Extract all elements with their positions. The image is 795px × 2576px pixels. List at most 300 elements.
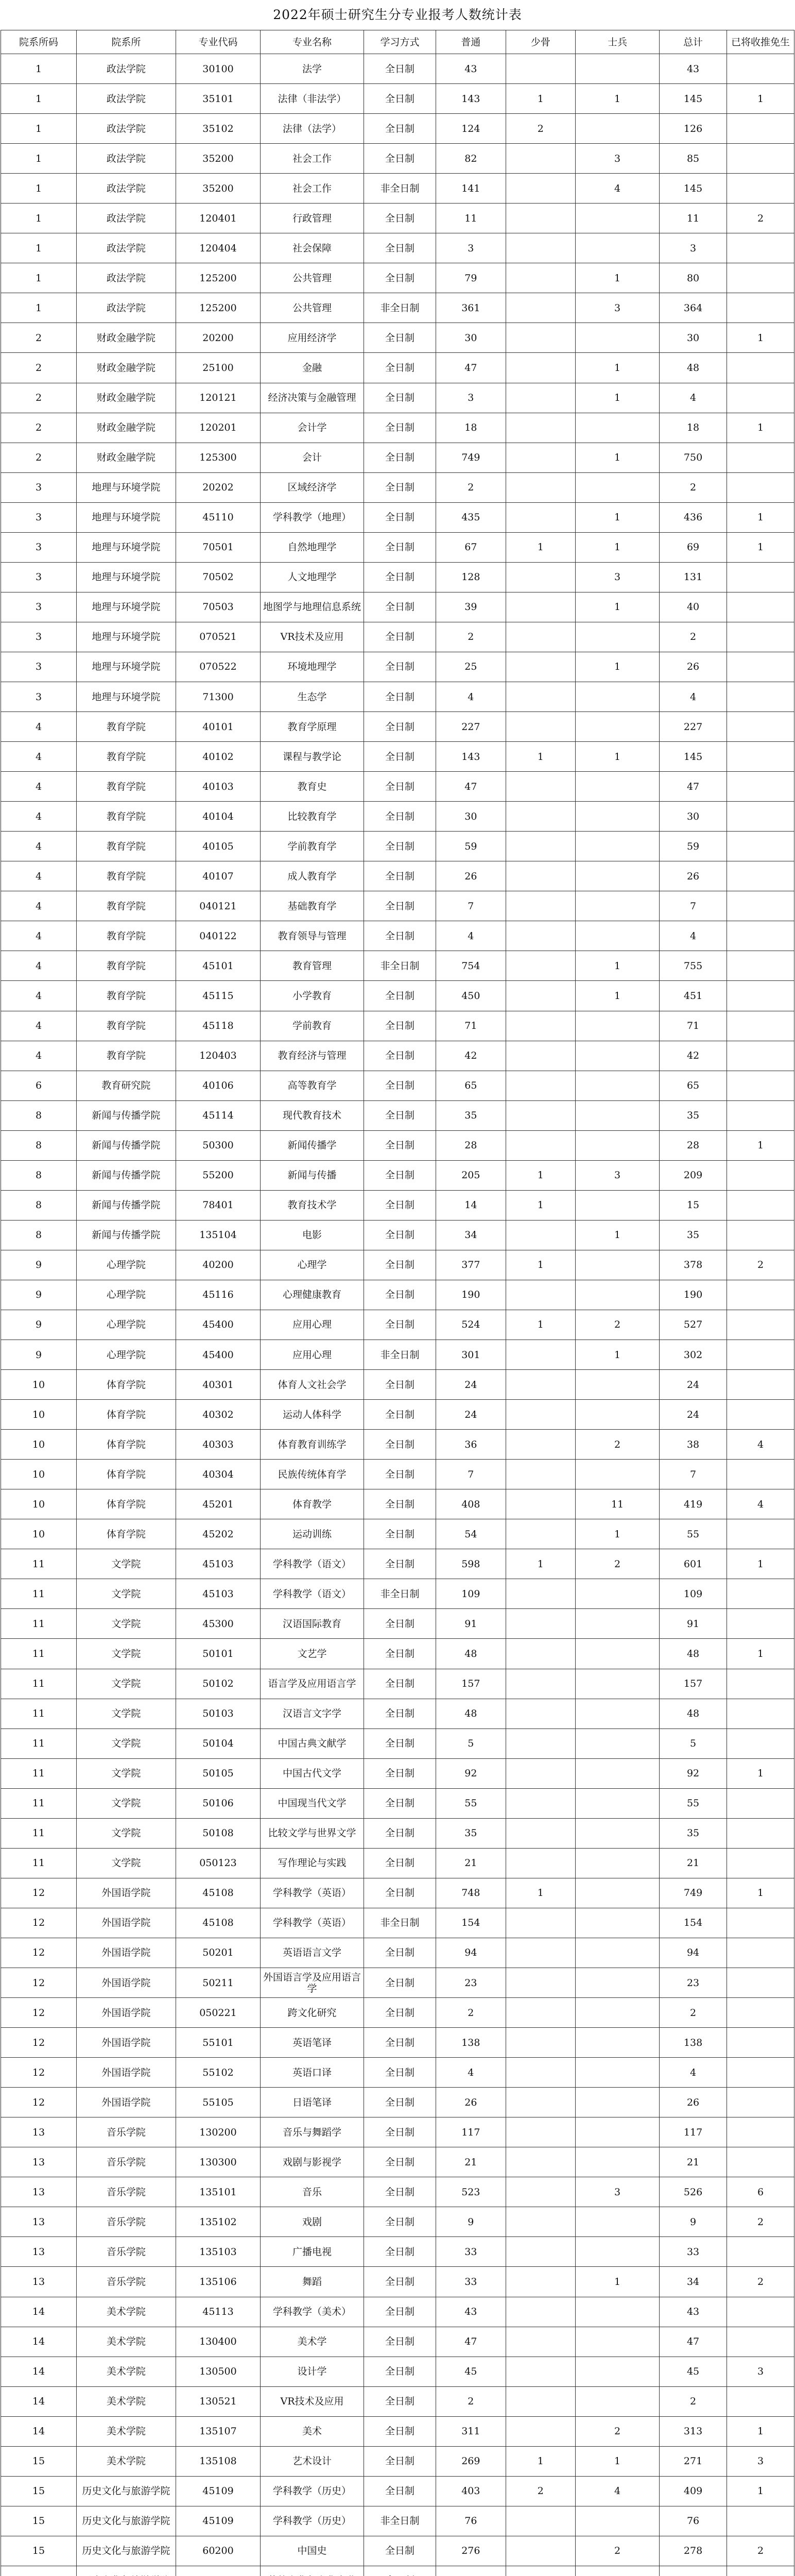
cell-dept-name: 文学院 — [76, 1699, 176, 1728]
cell-regular-count: 2 — [436, 1998, 506, 2028]
cell-exempt-count — [727, 2117, 794, 2147]
cell-dept-name: 教育学院 — [76, 951, 176, 981]
cell-major-name: 戏剧与影视学 — [261, 2147, 364, 2177]
cell-exempt-count — [727, 1519, 794, 1549]
cell-study-mode: 全日制 — [364, 2267, 436, 2297]
table-row — [1, 951, 794, 981]
cell-total-count: 91 — [660, 1609, 727, 1639]
cell-dept-code: 2 — [1, 383, 77, 413]
cell-minority-count — [506, 1818, 575, 1848]
cell-dept-name: 历史文化与旅游学院 — [76, 2506, 176, 2536]
cell-total-count: 94 — [660, 1938, 727, 1968]
cell-dept-code: 15 — [1, 2536, 77, 2566]
cell-study-mode: 全日制 — [364, 233, 436, 263]
cell-regular-count: 2 — [436, 472, 506, 502]
cell-study-mode: 全日制 — [364, 1998, 436, 2028]
cell-total-count: 85 — [660, 144, 727, 174]
cell-exempt-count: 1 — [727, 502, 794, 532]
table-row — [1, 84, 794, 114]
cell-regular-count: 138 — [436, 2028, 506, 2058]
cell-total-count: 11 — [660, 204, 727, 233]
cell-exempt-count — [727, 891, 794, 921]
cell-total-count: 145 — [660, 742, 727, 772]
cell-dept-name: 教育学院 — [76, 712, 176, 742]
cell-regular-count: 42 — [436, 1041, 506, 1071]
cell-study-mode: 全日制 — [364, 1430, 436, 1460]
cell-regular-count: 94 — [436, 1938, 506, 1968]
cell-dept-name: 新闻与传播学院 — [76, 1130, 176, 1160]
cell-soldier-count: 1 — [576, 2446, 660, 2476]
cell-regular-count: 5 — [436, 1728, 506, 1758]
cell-minority-count — [506, 1071, 575, 1100]
cell-total-count: 26 — [660, 652, 727, 682]
cell-dept-name: 体育学院 — [76, 1430, 176, 1460]
cell-minority-count: 1 — [506, 1310, 575, 1340]
cell-dept-name: 外国语学院 — [76, 1908, 176, 1938]
table-row — [1, 1669, 794, 1699]
cell-major-code: 45400 — [176, 1310, 260, 1340]
table-row — [1, 1250, 794, 1280]
cell-exempt-count — [727, 1071, 794, 1100]
cell-regular-count: 154 — [436, 1908, 506, 1938]
cell-total-count: 4 — [660, 2058, 727, 2088]
cell-regular-count: 128 — [436, 562, 506, 592]
cell-study-mode: 全日制 — [364, 652, 436, 682]
cell-major-name: 会计 — [261, 443, 364, 472]
cell-major-code: 55101 — [176, 2028, 260, 2058]
cell-study-mode: 全日制 — [364, 1310, 436, 1340]
cell-major-code: 120403 — [176, 1041, 260, 1071]
cell-dept-code: 11 — [1, 1579, 77, 1609]
cell-dept-code: 11 — [1, 1699, 77, 1728]
cell-major-code: 20200 — [176, 323, 260, 353]
cell-total-count: 227 — [660, 712, 727, 742]
cell-exempt-count — [727, 802, 794, 832]
cell-total-count: 38 — [660, 1430, 727, 1460]
table-row — [1, 1579, 794, 1609]
cell-dept-code: 11 — [1, 1758, 77, 1788]
cell-regular-count: 435 — [436, 502, 506, 532]
cell-exempt-count — [727, 1220, 794, 1250]
cell-major-name: 中国现当代文学 — [261, 1788, 364, 1818]
cell-study-mode: 全日制 — [364, 2357, 436, 2386]
cell-soldier-count — [576, 861, 660, 891]
cell-major-code: 45109 — [176, 2476, 260, 2506]
table-row — [1, 1519, 794, 1549]
table-row — [1, 1788, 794, 1818]
cell-dept-name: 政法学院 — [76, 174, 176, 204]
cell-total-count: 21 — [660, 2147, 727, 2177]
cell-minority-count — [506, 1788, 575, 1818]
cell-regular-count: 23 — [436, 1968, 506, 1998]
cell-dept-name: 财政金融学院 — [76, 323, 176, 353]
cell-major-name: 心理学 — [261, 1250, 364, 1280]
table-row — [1, 1340, 794, 1370]
cell-study-mode: 非全日制 — [364, 1340, 436, 1370]
cell-minority-count — [506, 233, 575, 263]
table-row — [1, 2386, 794, 2416]
cell-exempt-count — [727, 443, 794, 472]
cell-total-count: 69 — [660, 532, 727, 562]
cell-soldier-count — [576, 2147, 660, 2177]
cell-dept-name: 体育学院 — [76, 1489, 176, 1519]
cell-study-mode: 全日制 — [364, 682, 436, 711]
cell-major-name: 体育教育训练学 — [261, 1430, 364, 1460]
cell-major-name: 自然地理学 — [261, 532, 364, 562]
cell-exempt-count: 2 — [727, 2536, 794, 2566]
cell-study-mode: 全日制 — [364, 1220, 436, 1250]
cell-major-name: 行政管理 — [261, 204, 364, 233]
cell-total-count: 527 — [660, 1310, 727, 1340]
cell-dept-name: 美术学院 — [76, 2446, 176, 2476]
cell-major-name: 运动人体科学 — [261, 1400, 364, 1430]
cell-regular-count: 117 — [436, 2117, 506, 2147]
cell-minority-count: 1 — [506, 1878, 575, 1908]
cell-study-mode: 全日制 — [364, 2237, 436, 2267]
cell-regular-count: 43 — [436, 2297, 506, 2327]
cell-exempt-count — [727, 2237, 794, 2267]
cell-regular-count: 33 — [436, 2267, 506, 2297]
table-header-row — [1, 30, 794, 54]
cell-major-code: 55200 — [176, 1160, 260, 1190]
cell-minority-count — [506, 1430, 575, 1460]
cell-soldier-count — [576, 1728, 660, 1758]
cell-major-code: 70501 — [176, 532, 260, 562]
cell-total-count: 157 — [660, 1669, 727, 1699]
cell-regular-count: 143 — [436, 84, 506, 114]
cell-dept-name: 美术学院 — [76, 2386, 176, 2416]
cell-dept-code: 10 — [1, 1460, 77, 1489]
cell-regular-count: 3 — [436, 233, 506, 263]
cell-total-count: 750 — [660, 443, 727, 472]
table-row — [1, 1041, 794, 1071]
cell-major-name: VR技术及应用 — [261, 622, 364, 652]
cell-dept-name: 政法学院 — [76, 114, 176, 144]
table-row — [1, 1609, 794, 1639]
cell-study-mode: 全日制 — [364, 1011, 436, 1041]
cell-minority-count — [506, 1938, 575, 1968]
cell-total-count: 138 — [660, 2028, 727, 2058]
cell-regular-count: 26 — [436, 861, 506, 891]
cell-total-count: 47 — [660, 772, 727, 802]
cell-major-name: 现代教育技术 — [261, 1100, 364, 1130]
table-row — [1, 1848, 794, 1878]
cell-regular-count: 403 — [436, 2476, 506, 2506]
cell-major-code: 050221 — [176, 1998, 260, 2028]
table-row — [1, 2088, 794, 2117]
cell-minority-count — [506, 772, 575, 802]
cell-major-name: 生态学 — [261, 682, 364, 711]
table-row — [1, 413, 794, 443]
cell-dept-code: 11 — [1, 1848, 77, 1878]
cell-total-count: 409 — [660, 2476, 727, 2506]
cell-regular-count: 523 — [436, 2177, 506, 2207]
cell-minority-count — [506, 413, 575, 443]
cell-study-mode: 全日制 — [364, 1190, 436, 1220]
cell-exempt-count — [727, 2327, 794, 2357]
cell-soldier-count — [576, 921, 660, 951]
cell-dept-name: 政法学院 — [76, 233, 176, 263]
cell-exempt-count — [727, 951, 794, 981]
cell-major-code: 50101 — [176, 1639, 260, 1669]
cell-minority-count — [506, 1130, 575, 1160]
table-row — [1, 1071, 794, 1100]
cell-study-mode: 全日制 — [364, 413, 436, 443]
cell-exempt-count — [727, 263, 794, 293]
cell-total-count: 30 — [660, 802, 727, 832]
cell-study-mode: 全日制 — [364, 2058, 436, 2088]
cell-dept-code: 9 — [1, 1280, 77, 1310]
cell-soldier-count: 1 — [576, 1220, 660, 1250]
table-row — [1, 383, 794, 413]
cell-study-mode: 全日制 — [364, 1848, 436, 1878]
cell-study-mode: 全日制 — [364, 1041, 436, 1071]
cell-dept-code: 11 — [1, 1788, 77, 1818]
cell-study-mode: 全日制 — [364, 1818, 436, 1848]
cell-major-code: 45110 — [176, 502, 260, 532]
cell-dept-name: 政法学院 — [76, 144, 176, 174]
table-row — [1, 1998, 794, 2028]
column-header-soldier-count: 士兵 — [576, 30, 660, 54]
cell-minority-count: 1 — [506, 1250, 575, 1280]
cell-regular-count: 141 — [436, 174, 506, 204]
cell-exempt-count: 3 — [727, 2357, 794, 2386]
cell-exempt-count — [727, 383, 794, 413]
cell-total-count: 35 — [660, 1100, 727, 1130]
cell-dept-code: 8 — [1, 1160, 77, 1190]
cell-minority-count: 1 — [506, 2446, 575, 2476]
cell-dept-name: 地理与环境学院 — [76, 652, 176, 682]
cell-total-count: 48 — [660, 353, 727, 383]
cell-study-mode: 全日制 — [364, 532, 436, 562]
cell-soldier-count — [576, 204, 660, 233]
cell-dept-code: 1 — [1, 54, 77, 84]
cell-soldier-count: 1 — [576, 532, 660, 562]
table-row — [1, 263, 794, 293]
cell-soldier-count — [576, 114, 660, 144]
cell-exempt-count — [727, 1460, 794, 1489]
cell-study-mode: 全日制 — [364, 562, 436, 592]
cell-regular-count: 92 — [436, 1758, 506, 1788]
cell-soldier-count: 1 — [576, 652, 660, 682]
cell-regular-count: 33 — [436, 2237, 506, 2267]
cell-regular-count: 24 — [436, 1370, 506, 1400]
cell-regular-count: 205 — [436, 1160, 506, 1190]
cell-soldier-count — [576, 2088, 660, 2117]
cell-exempt-count — [727, 2506, 794, 2536]
cell-dept-name: 文学院 — [76, 1788, 176, 1818]
table-row — [1, 1370, 794, 1400]
cell-major-name: 教育领导与管理 — [261, 921, 364, 951]
cell-dept-name: 文学院 — [76, 1848, 176, 1878]
cell-minority-count — [506, 1460, 575, 1489]
cell-regular-count: 311 — [436, 2416, 506, 2446]
cell-dept-code: 8 — [1, 1190, 77, 1220]
cell-major-code: 040122 — [176, 921, 260, 951]
cell-minority-count — [506, 981, 575, 1011]
cell-dept-name: 新闻与传播学院 — [76, 1100, 176, 1130]
table-row — [1, 1908, 794, 1938]
cell-total-count: 80 — [660, 263, 727, 293]
cell-minority-count — [506, 1579, 575, 1609]
table-row — [1, 592, 794, 622]
cell-minority-count — [506, 443, 575, 472]
table-row — [1, 742, 794, 772]
cell-soldier-count — [576, 1878, 660, 1908]
cell-dept-code: 3 — [1, 652, 77, 682]
cell-major-code: 135103 — [176, 2237, 260, 2267]
cell-total-count: 26 — [660, 2088, 727, 2117]
cell-study-mode: 全日制 — [364, 1938, 436, 1968]
cell-study-mode: 全日制 — [364, 263, 436, 293]
cell-dept-code: 4 — [1, 951, 77, 981]
cell-total-count: 4 — [660, 383, 727, 413]
cell-exempt-count: 1 — [727, 84, 794, 114]
table-row — [1, 1639, 794, 1669]
cell-minority-count — [506, 2177, 575, 2207]
cell-study-mode: 非全日制 — [364, 1579, 436, 1609]
cell-dept-code: 4 — [1, 1011, 77, 1041]
cell-major-code: 45202 — [176, 1519, 260, 1549]
cell-regular-count: 21 — [436, 2147, 506, 2177]
table-row — [1, 293, 794, 323]
cell-total-count: 109 — [660, 1579, 727, 1609]
cell-soldier-count — [576, 772, 660, 802]
cell-major-name: 文艺学 — [261, 1639, 364, 1669]
cell-regular-count: 30 — [436, 323, 506, 353]
cell-dept-code: 3 — [1, 532, 77, 562]
cell-exempt-count: 1 — [727, 2416, 794, 2446]
cell-soldier-count: 1 — [576, 592, 660, 622]
cell-major-name: 应用心理 — [261, 1340, 364, 1370]
cell-dept-name — [76, 2566, 176, 2576]
cell-dept-code: 4 — [1, 772, 77, 802]
cell-study-mode: 全日制 — [364, 114, 436, 144]
cell-exempt-count: 1 — [727, 1878, 794, 1908]
cell-soldier-count: 2 — [576, 1430, 660, 1460]
table-row — [1, 622, 794, 652]
cell-study-mode: 全日制 — [364, 891, 436, 921]
table-row — [1, 1818, 794, 1848]
cell-major-name: 比较文学与世界文学 — [261, 1818, 364, 1848]
cell-major-name: 英语笔译 — [261, 2028, 364, 2058]
column-header-dept-code: 院系所码 — [1, 30, 77, 54]
cell-dept-code: 12 — [1, 1998, 77, 2028]
cell-soldier-count — [576, 1280, 660, 1310]
cell-major-code: 050123 — [176, 1848, 260, 1878]
cell-study-mode: 全日制 — [364, 1728, 436, 1758]
cell-total-count: 43 — [660, 2297, 727, 2327]
cell-study-mode: 全日制 — [364, 2088, 436, 2117]
cell-major-code: 55102 — [176, 2058, 260, 2088]
cell-major-code: 20202 — [176, 472, 260, 502]
cell-major-name — [261, 2566, 364, 2576]
cell-major-name: 日语笔译 — [261, 2088, 364, 2117]
cell-major-name: 英语口译 — [261, 2058, 364, 2088]
cell-soldier-count: 1 — [576, 2267, 660, 2297]
table-row — [1, 2446, 794, 2476]
cell-soldier-count — [576, 2028, 660, 2058]
cell-soldier-count: 2 — [576, 1549, 660, 1579]
cell-dept-code: 11 — [1, 1818, 77, 1848]
cell-regular-count: 143 — [436, 742, 506, 772]
cell-dept-code: 4 — [1, 742, 77, 772]
cell-major-name: 公共管理 — [261, 263, 364, 293]
cell-study-mode: 全日制 — [364, 2147, 436, 2177]
cell-major-code: 45201 — [176, 1489, 260, 1519]
table-row — [1, 1400, 794, 1430]
cell-total-count: 35 — [660, 1220, 727, 1250]
cell-soldier-count — [576, 1460, 660, 1489]
cell-dept-code: 10 — [1, 1370, 77, 1400]
cell-regular-count: 2 — [436, 2386, 506, 2416]
cell-study-mode: 全日制 — [364, 2207, 436, 2237]
cell-total-count: 2 — [660, 622, 727, 652]
table-row — [1, 1878, 794, 1908]
cell-study-mode: 全日制 — [364, 1968, 436, 1998]
cell-total-count: 154 — [660, 1908, 727, 1938]
cell-total-count: 55 — [660, 1519, 727, 1549]
cell-soldier-count — [576, 1758, 660, 1788]
cell-dept-code: 10 — [1, 1519, 77, 1549]
cell-dept-code: 12 — [1, 1908, 77, 1938]
cell-dept-code: 3 — [1, 682, 77, 711]
column-header-study-mode: 学习方式 — [364, 30, 436, 54]
cell-exempt-count — [727, 174, 794, 204]
cell-exempt-count — [727, 1190, 794, 1220]
cell-dept-name: 音乐学院 — [76, 2117, 176, 2147]
table-row — [1, 1160, 794, 1190]
cell-dept-code: 3 — [1, 472, 77, 502]
cell-total-count: 55 — [660, 1788, 727, 1818]
cell-dept-code: 15 — [1, 2506, 77, 2536]
cell-regular-count: 54 — [436, 1519, 506, 1549]
cell-regular-count: 227 — [436, 712, 506, 742]
cell-major-name: 戏剧 — [261, 2207, 364, 2237]
cell-regular-count: 36 — [436, 1430, 506, 1460]
cell-soldier-count — [576, 1370, 660, 1400]
cell-study-mode: 全日制 — [364, 712, 436, 742]
cell-dept-name: 文学院 — [76, 1728, 176, 1758]
cell-study-mode: 全日制 — [364, 1549, 436, 1579]
cell-study-mode: 全日制 — [364, 2416, 436, 2446]
cell-dept-name: 音乐学院 — [76, 2147, 176, 2177]
cell-major-code: 130521 — [176, 2386, 260, 2416]
cell-dept-code: 13 — [1, 2117, 77, 2147]
table-row — [1, 1100, 794, 1130]
cell-exempt-count — [727, 353, 794, 383]
cell-dept-code: 14 — [1, 2327, 77, 2357]
table-row — [1, 2566, 794, 2576]
cell-major-name: 高等教育学 — [261, 1071, 364, 1100]
cell-dept-code: 11 — [1, 1639, 77, 1669]
cell-soldier-count — [576, 1071, 660, 1100]
cell-soldier-count — [576, 1011, 660, 1041]
cell-major-name: 电影 — [261, 1220, 364, 1250]
cell-soldier-count: 1 — [576, 383, 660, 413]
cell-soldier-count: 3 — [576, 1160, 660, 1190]
cell-total-count: 24 — [660, 1400, 727, 1430]
cell-regular-count: 48 — [436, 1639, 506, 1669]
cell-major-code: 45103 — [176, 1549, 260, 1579]
cell-minority-count — [506, 712, 575, 742]
table-row — [1, 144, 794, 174]
cell-regular-count: 35 — [436, 1818, 506, 1848]
cell-dept-code: 11 — [1, 1728, 77, 1758]
cell-exempt-count — [727, 114, 794, 144]
cell-major-name: 法律（非法学） — [261, 84, 364, 114]
cell-minority-count: 2 — [506, 114, 575, 144]
